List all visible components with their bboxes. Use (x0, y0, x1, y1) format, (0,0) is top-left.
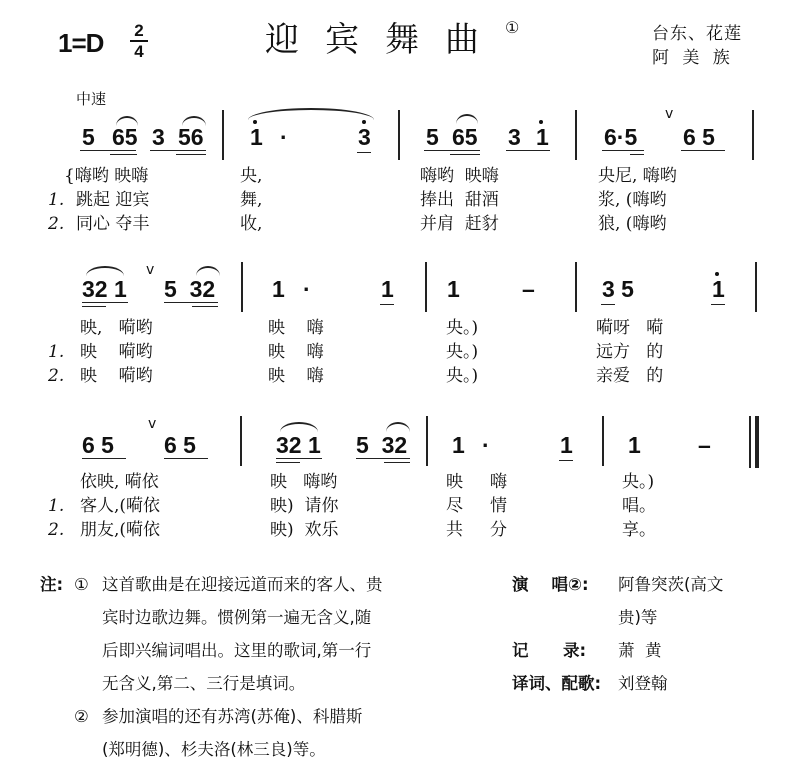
slur (196, 266, 220, 276)
underline (601, 304, 615, 305)
slur (182, 116, 206, 126)
verse-label: 2. (48, 520, 65, 540)
underline (357, 152, 371, 153)
credit-key: 演 唱②: (512, 575, 589, 594)
slur (86, 266, 124, 276)
lyric: 捧出 甜酒 (420, 190, 499, 210)
bar-line (426, 416, 428, 466)
note-group: 5 (426, 124, 439, 150)
lyric: 映 嗨哟 (270, 472, 338, 492)
underline (82, 302, 128, 303)
bar-line (602, 416, 604, 466)
lyric: 收, (240, 214, 263, 234)
octave-dot (539, 120, 543, 124)
underline (110, 154, 137, 155)
underline (164, 302, 218, 303)
footnotes (40, 568, 383, 766)
verse-label: 2. (48, 366, 65, 386)
bar-line (752, 110, 754, 160)
footnote-line: 宾时边歌边舞。惯例第一遍无含义,随 (102, 608, 372, 627)
note-group: 65 (112, 124, 138, 150)
bar-line (222, 110, 224, 160)
underline (82, 306, 106, 307)
final-barline-thick (755, 416, 759, 468)
underline (380, 304, 394, 305)
note-group: 3 (358, 124, 371, 150)
underline (80, 150, 136, 151)
underline (630, 154, 644, 155)
bar-line (398, 110, 400, 160)
final-barline-thin (749, 416, 751, 468)
underline (559, 460, 573, 461)
underline (424, 150, 480, 151)
note-group: · (482, 432, 490, 458)
lyric: 依映, 嗬依 (80, 472, 159, 492)
credit-value: 萧 黄 (618, 641, 662, 660)
bar-line (240, 416, 242, 466)
underline (82, 458, 126, 459)
bar-line (575, 262, 577, 312)
lyric: 映 嗬哟 (80, 342, 153, 362)
lyric: 映 嗨 (268, 318, 324, 338)
lyric: 映 嗨 (268, 366, 324, 386)
lyric: 央。) (622, 472, 655, 492)
credit-value: 刘登翰 (618, 674, 668, 693)
lyric: 映 嗨 (446, 472, 508, 492)
note-group: 5 32 (356, 432, 408, 458)
note-group: 1 (560, 432, 573, 458)
underline (602, 150, 644, 151)
lyric: 尽 情 (446, 496, 508, 516)
credit-translator (512, 667, 723, 700)
note-group: 3 (508, 124, 521, 150)
bar-line (575, 110, 577, 160)
lyric: 央尼, 嗨哟 (598, 166, 677, 186)
lyric: 客人,(嗬依 (80, 496, 161, 516)
note-group: 1 (452, 432, 465, 458)
underline (681, 150, 725, 151)
time-numerator: 2 (134, 21, 144, 40)
lyric: 同心 夺丰 (76, 214, 150, 234)
underline (276, 462, 300, 463)
footnote-1 (40, 568, 383, 700)
origin-people: 阿 美 族 (652, 48, 734, 68)
note-group: 5 32 (164, 276, 216, 302)
time-signature (130, 22, 148, 60)
verse-label: 1. (48, 190, 65, 210)
octave-dot (253, 120, 257, 124)
footnote-label: 注: (40, 575, 64, 594)
underline (192, 306, 218, 307)
footnote-line: 后即兴编词唱出。这里的歌词,第一行 (102, 641, 372, 660)
note-group: 6 5 (82, 432, 114, 458)
footnote-line: 这首歌曲是在迎接远道而来的客人、贵 (102, 575, 383, 594)
underline (176, 154, 206, 155)
lyric: 共 分 (446, 520, 508, 540)
note-group: 65 (452, 124, 478, 150)
credit-performer-cont (512, 601, 723, 634)
underline (150, 150, 206, 151)
lyric: 朋友,(嗬依 (80, 520, 161, 540)
tempo-marking: 中速 (76, 90, 107, 108)
note-group: 56 (178, 124, 204, 150)
lyric: {嗨哟 映嗨 (64, 166, 149, 186)
underline (384, 462, 410, 463)
slur (456, 114, 478, 124)
slur (280, 422, 318, 432)
octave-dot (362, 120, 366, 124)
note-group: – (698, 432, 711, 458)
footnote-mark-1: ① (74, 575, 89, 594)
lyric: 央。) (446, 366, 479, 386)
note-group: 1 (250, 124, 263, 150)
lyric: 央。) (446, 342, 479, 362)
lyric: 远方 的 (596, 342, 664, 362)
note-group: 6 5 (164, 432, 196, 458)
lyric: 嗬呀 嗬 (596, 318, 664, 338)
lyric: 映 嗨 (268, 342, 324, 362)
note-group: 6·5 (604, 124, 638, 150)
bar-line (755, 262, 757, 312)
footnote-2 (40, 700, 383, 766)
note-group: 32 1 (276, 432, 321, 458)
note-group: 3 5 (602, 276, 634, 302)
title-footnote-mark: ① (505, 17, 520, 37)
lyric: 亲爱 的 (596, 366, 664, 386)
breath-mark: v (146, 262, 155, 278)
verse-label: 2. (48, 214, 65, 234)
note-group: 1 (712, 276, 725, 302)
lyric: 跳起 迎宾 (76, 190, 150, 210)
lyric: 映) 欢乐 (270, 520, 339, 540)
slur (116, 116, 138, 126)
credit-key: 译词、配歌: (512, 674, 602, 693)
lyric: 央。) (446, 318, 479, 338)
lyric: 央, (240, 166, 263, 186)
underline (276, 458, 322, 459)
underline (356, 458, 410, 459)
note-group: 32 1 (82, 276, 127, 302)
credit-performer (512, 568, 723, 601)
song-title (265, 12, 519, 61)
note-group: 1 (381, 276, 394, 302)
footnote-mark-2: ② (74, 707, 89, 726)
bar-line (241, 262, 243, 312)
note-group: · (280, 124, 288, 150)
breath-mark: v (148, 416, 157, 432)
verse-label: 1. (48, 496, 65, 516)
lyric: 嗨哟 映嗨 (420, 166, 499, 186)
octave-dot (715, 272, 719, 276)
title-text: 迎宾舞曲 (265, 20, 505, 60)
note-group: 5 (82, 124, 95, 150)
key-signature: 1=D (58, 28, 104, 58)
footnote-line: 参加演唱的还有苏湾(苏俺)、科腊斯 (102, 707, 363, 726)
credit-key: 记 录: (512, 641, 587, 660)
slur (386, 422, 410, 432)
credit-recorder (512, 634, 723, 667)
underline (506, 150, 550, 151)
bar-line (425, 262, 427, 312)
tie (248, 108, 374, 120)
underline (711, 304, 725, 305)
credits (512, 568, 723, 700)
lyric: 并肩 赶豺 (420, 214, 499, 234)
origin-region: 台东、花莲 (652, 24, 742, 44)
note-group: 3 (152, 124, 165, 150)
lyric: 映) 请你 (270, 496, 339, 516)
note-group: 1 (536, 124, 549, 150)
time-denominator: 4 (134, 42, 144, 61)
lyric: 舞, (240, 190, 263, 210)
note-group: 1 (447, 276, 460, 302)
breath-mark: v (665, 106, 674, 122)
lyric: 映, 嗬哟 (80, 318, 153, 338)
song-origin (652, 22, 742, 70)
lyric: 享。 (622, 520, 656, 540)
lyric: 映 嗬哟 (80, 366, 153, 386)
lyric: 浆, (嗨哟 (598, 190, 667, 210)
note-group: · (303, 276, 311, 302)
footnote-line: 无含义,第二、三行是填词。 (102, 674, 306, 693)
lyric: 狼, (嗨哟 (598, 214, 667, 234)
verse-label: 1. (48, 342, 65, 362)
note-group: – (522, 276, 535, 302)
credit-value: 贵)等 (618, 608, 658, 627)
note-group: 1 (628, 432, 641, 458)
lyric: 唱。 (622, 496, 656, 516)
underline (164, 458, 208, 459)
note-group: 1 (272, 276, 285, 302)
credit-value: 阿鲁突茨(高文 (618, 575, 724, 594)
underline (450, 154, 480, 155)
footnote-line: (郑明德)、杉夫洛(林三良)等。 (102, 740, 326, 759)
note-group: 6 5 (683, 124, 715, 150)
